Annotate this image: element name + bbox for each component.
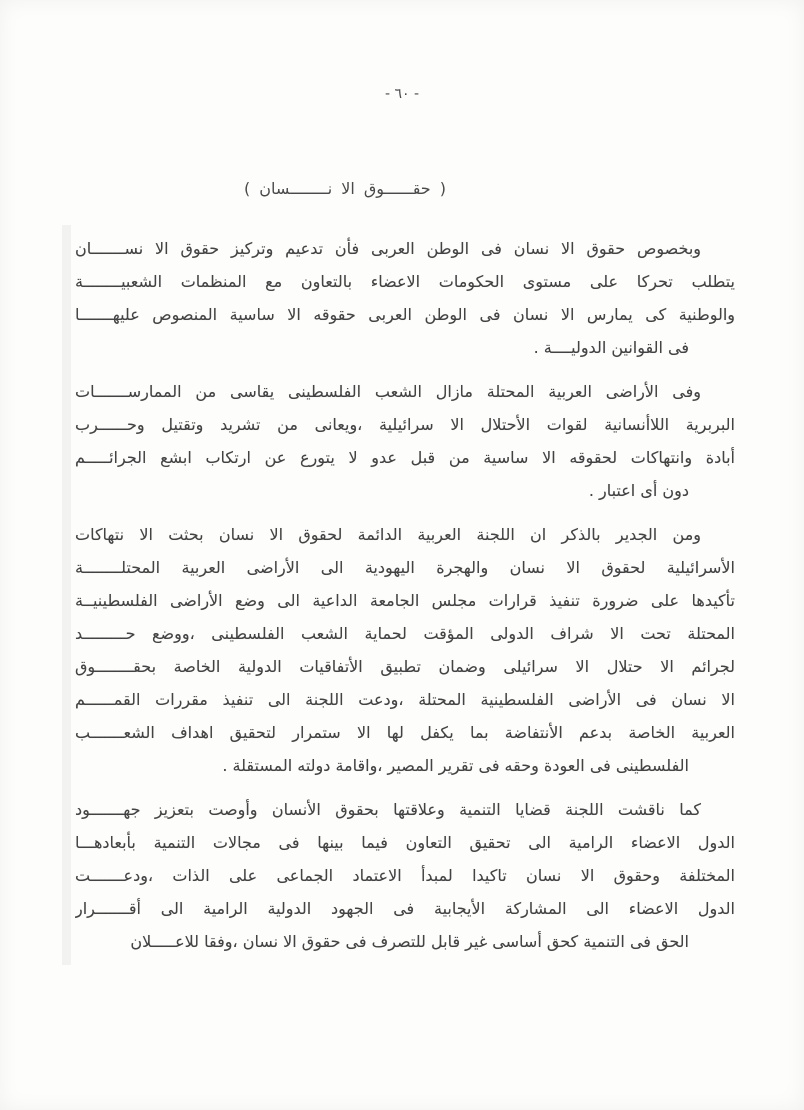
text-line: العربية الخاصة بدعم الأنتفاضة بما يكفل لها الا ستمرار لتحقيق اهداف الشعـــــــب xyxy=(75,723,735,742)
text-block xyxy=(75,232,735,969)
text-line: دون أى اعتبار . xyxy=(588,481,689,500)
text-line: فى القوانين الدوليــــة . xyxy=(533,338,689,357)
text-line: الدول الاعضاء الى المشاركة الأيجابية فى الجهود الدولية الرامية الى أقـــــــرار xyxy=(75,899,735,918)
text-line: أبادة وانتهاكات لحقوقه الا ساسية من قبل عدو لا يتورع عن ارتكاب ابشع الجرائـــــم xyxy=(75,448,735,467)
text-line: الأسرائيلية لحقوق الا نسان والهجرة اليهودية الى الأراضى العربية المحتلــــــــة xyxy=(75,558,735,577)
text-line: الفلسطينى فى العودة وحقه فى تقرير المصير ،واقامة دولته المستقلة . xyxy=(222,756,689,775)
page-title: ( حقــــــوق الا نــــــــسان ) xyxy=(243,179,447,198)
page-number: - ٦٠ - xyxy=(384,86,420,102)
text-line: الا نسان فى الأراضى الفلسطينية المحتلة ،ودعت اللجنة الى تنفيذ مقررات القمــــــم xyxy=(75,690,735,709)
text-line: البربرية اللاأنسانية لقوات الأحتلال الا سرائيلية ،ويعانى من تشريد وتقتيل وحــــــرب xyxy=(75,415,735,434)
text-line: وبخصوص حقوق الا نسان فى الوطن العربى فأن تدعيم وتركيز حقوق الا نســـــــان xyxy=(75,239,701,258)
text-line: المحتلة تحت الا شراف الدولى المؤقت لحماية الشعب الفلسطينى ،ووضع حـــــــــد xyxy=(75,624,735,643)
text-line: كما ناقشت اللجنة قضايا التنمية وعلاقتها بحقوق الأنسان وأوصت بتعزيز جهـــــــود xyxy=(75,800,701,819)
text-line: والوطنية كى يمارس الا نسان فى الوطن العربى حقوقه الا ساسية المنصوص عليهـــــــا xyxy=(75,305,735,324)
text-line: الحق فى التنمية كحق أساسى غير قابل للتصرف فى حقوق الا نسان ،وفقا للاعـــــلان xyxy=(130,932,689,951)
scan-edge-artifact xyxy=(62,225,71,965)
text-line: يتطلب تحركا على مستوى الحكومات الاعضاء بالتعاون مع المنظمات الشعبيــــــــة xyxy=(75,272,735,291)
text-line: ومن الجدير بالذكر ان اللجنة العربية الدائمة لحقوق الا نسان بحثت الا نتهاكات xyxy=(75,525,701,544)
text-line: تأكيدها على ضرورة تنفيذ قرارات مجلس الجامعة الداعية الى وضع الأراضى الفلسطينيــة xyxy=(75,591,735,610)
paragraph xyxy=(75,232,735,364)
text-line: لجرائم الا حتلال الا سرائيلى وضمان تطبيق الأتفاقيات الدولية الخاصة بحقــــــــوق xyxy=(75,657,735,676)
text-line: المختلفة وحقوق الا نسان تاكيدا لمبدأ الاعتماد الجماعى على الذات ،ودعـــــــت xyxy=(75,866,735,885)
paragraph xyxy=(75,793,735,958)
text-line: وفى الأراضى العربية المحتلة مازال الشعب الفلسطينى يقاسى من الممارســـــــات xyxy=(75,382,701,401)
paragraph xyxy=(75,518,735,782)
paragraph xyxy=(75,375,735,507)
text-line: الدول الاعضاء الرامية الى تحقيق التعاون فيما بينها فى مجالات التنمية بأبعادهـــا xyxy=(75,833,735,852)
